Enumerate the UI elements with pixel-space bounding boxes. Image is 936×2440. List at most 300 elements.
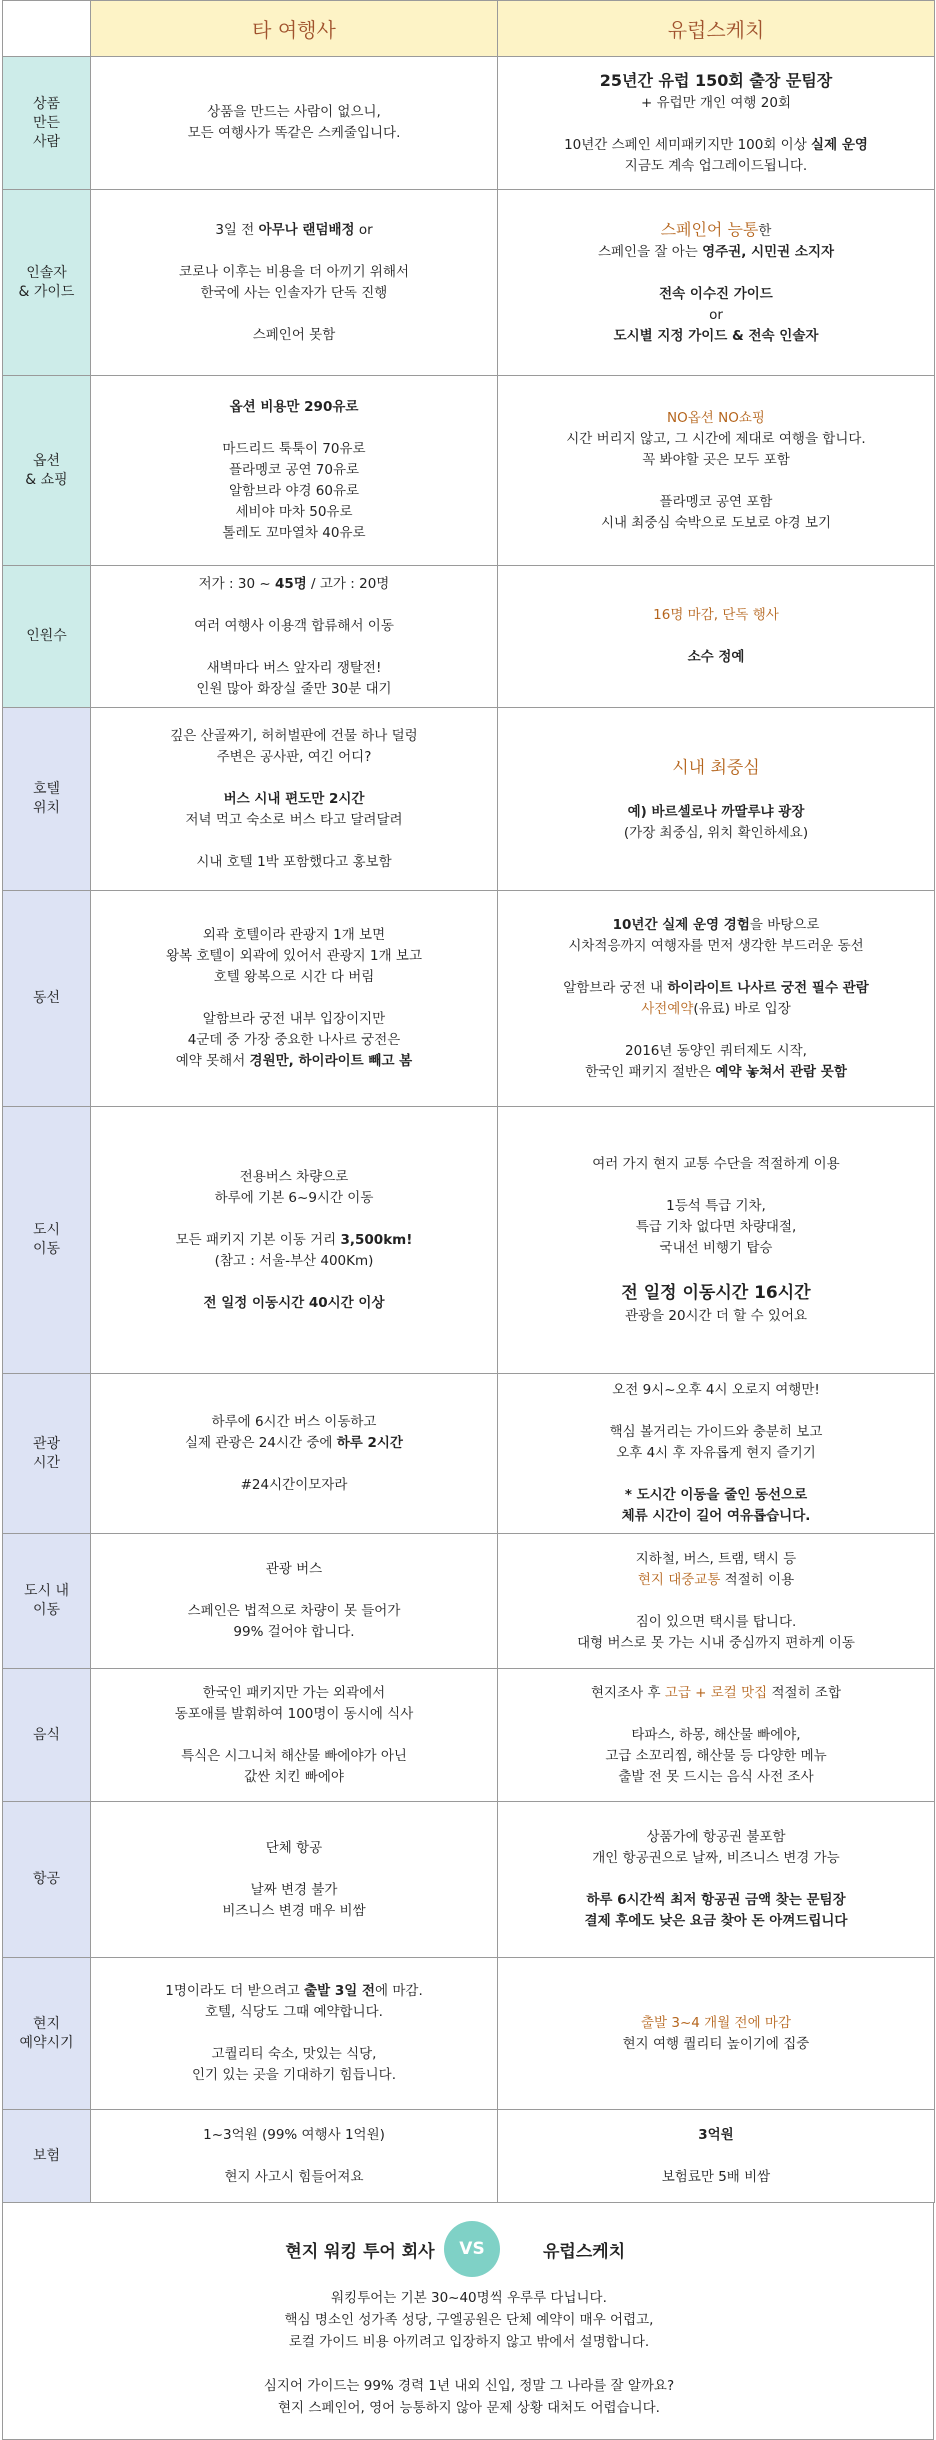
text-line xyxy=(103,1412,485,1433)
text-segment: 1명이라도 더 받으려고 xyxy=(165,1983,305,1999)
text-line xyxy=(103,262,485,283)
text-line xyxy=(103,1683,485,1704)
text-line xyxy=(103,481,485,502)
text-line xyxy=(510,978,922,999)
text-segment: 경원만, 하이라이트 빼고 봄 xyxy=(249,1053,413,1069)
other-agency-cell xyxy=(91,190,498,376)
text-line xyxy=(510,1464,922,1485)
row-label xyxy=(3,2110,91,2203)
text-segment: 상품을 만드는 사람이 없으니, xyxy=(207,104,381,120)
text-line xyxy=(510,781,922,802)
text-line xyxy=(510,1869,922,1890)
row-label-line: & 쇼핑 xyxy=(25,471,68,488)
text-segment: * 도시간 이동을 줄인 동선으로 xyxy=(624,1487,808,1503)
table-row xyxy=(3,190,935,376)
text-segment: 저녁 먹고 숙소로 버스 타고 달려달려 xyxy=(185,811,403,828)
text-segment: (가장 최중심, 위치 확인하세요) xyxy=(623,824,809,841)
text-segment: / 고가 : 20명 xyxy=(306,575,390,592)
text-line xyxy=(103,241,485,262)
row-label xyxy=(3,190,91,376)
text-line xyxy=(510,802,922,823)
other-agency-cell xyxy=(91,376,498,566)
europe-sketch-cell xyxy=(498,566,935,708)
vs-left-label: 현지 워킹 투어 회사 xyxy=(285,2242,435,2262)
text-line xyxy=(103,502,485,523)
text-line xyxy=(510,1591,922,1612)
text-segment: #24시간이모자라 xyxy=(240,1476,348,1493)
row-label xyxy=(3,1669,91,1802)
row-label-line: 인원수 xyxy=(26,628,67,644)
text-line xyxy=(510,605,922,626)
row-label xyxy=(3,566,91,708)
text-segment: 마드리드 툭툭이 70유로 xyxy=(222,441,366,457)
text-line xyxy=(510,2125,922,2146)
footer-line: 현지 스페인어, 영어 능통하지 않아 문제 상황 대처도 어렵습니다. xyxy=(278,2400,660,2416)
text-segment: 2016년 동양인 쿼터제도 시작, xyxy=(625,1042,807,1059)
header-other-agency: 타 여행사 xyxy=(91,1,498,57)
text-line xyxy=(510,326,922,347)
text-segment: 국내선 비행기 탑승 xyxy=(659,1239,773,1256)
text-segment: 실제 관광은 24시간 중에 xyxy=(185,1434,337,1451)
text-line xyxy=(103,747,485,768)
text-segment: 핵심 볼거리는 가이드와 충분히 보고 xyxy=(609,1424,823,1440)
text-line xyxy=(510,450,922,471)
text-line xyxy=(103,1030,485,1051)
text-line xyxy=(103,946,485,967)
text-segment: 옵션 비용만 290유로 xyxy=(229,399,359,415)
text-line xyxy=(510,1259,922,1280)
text-segment: 스페인어 능통 xyxy=(660,220,759,239)
text-line xyxy=(510,218,922,242)
text-segment: 보험료만 5배 비쌈 xyxy=(661,2168,771,2185)
text-line xyxy=(103,123,485,144)
text-segment: 10년간 스페인 세미패키지만 100회 이상 xyxy=(564,137,812,153)
text-segment: 시간 버리지 않고, 그 시간에 제대로 여행을 합니다. xyxy=(566,430,866,447)
table-row xyxy=(3,1374,935,1534)
text-segment: 한 xyxy=(758,223,772,239)
text-line xyxy=(103,220,485,241)
text-segment: 현지조사 후 xyxy=(590,1684,665,1701)
row-label-line: 도시 xyxy=(32,1222,61,1238)
text-segment: 현지 여행 퀄리티 높이기에 집중 xyxy=(622,2035,810,2052)
text-segment: 한국에 사는 인솔자가 단독 진행 xyxy=(200,284,388,301)
text-line xyxy=(103,418,485,439)
text-line xyxy=(103,658,485,679)
text-segment: 적절히 이용 xyxy=(720,1571,795,1588)
text-line xyxy=(510,823,922,844)
text-line xyxy=(103,988,485,1009)
table-row xyxy=(3,1802,935,1958)
text-line xyxy=(103,2146,485,2167)
text-segment: 동포애를 발휘하여 100명이 동시에 식사 xyxy=(174,1705,414,1722)
text-segment: 예약 놓쳐서 관람 못함 xyxy=(715,1063,847,1080)
footer-comparison xyxy=(2,2203,934,2440)
text-line xyxy=(103,1167,485,1188)
text-segment: 한국인 패키지 절반은 xyxy=(585,1063,716,1080)
other-agency-cell xyxy=(91,1107,498,1374)
vs-row xyxy=(3,2221,935,2277)
row-label xyxy=(3,1958,91,2110)
text-segment: 시내 최중심 xyxy=(672,757,760,778)
text-segment: 출발 3일 전 xyxy=(304,1983,376,1999)
text-segment: 단체 항공 xyxy=(265,1839,323,1856)
text-segment: or xyxy=(709,307,723,323)
footer-description xyxy=(3,2287,935,2419)
text-segment: 호텔, 식당도 그때 예약합니다. xyxy=(205,2004,383,2020)
text-segment: 버스 시내 편도만 2시간 xyxy=(223,790,365,807)
table-row xyxy=(3,891,935,1107)
other-agency-cell xyxy=(91,708,498,891)
text-line xyxy=(510,1848,922,1869)
text-line xyxy=(103,726,485,747)
text-line xyxy=(103,1601,485,1622)
text-segment: 관광을 20시간 더 할 수 있어요 xyxy=(624,1307,808,1324)
text-line xyxy=(103,102,485,123)
text-line xyxy=(510,626,922,647)
text-segment: NO옵션 NO쇼핑 xyxy=(667,409,765,426)
table-header-row xyxy=(3,1,935,57)
text-line xyxy=(103,1622,485,1643)
row-label xyxy=(3,1107,91,1374)
row-label-line: 예약시기 xyxy=(19,2034,74,2051)
text-line xyxy=(103,1293,485,1314)
text-segment: 톨레도 꼬마열차 40유로 xyxy=(222,525,366,541)
text-line xyxy=(103,2125,485,2146)
text-segment: 시차적응까지 여행자를 먼저 생각한 부드러운 동선 xyxy=(568,937,864,954)
text-segment: 지하철, 버스, 트램, 택시 등 xyxy=(635,1550,797,1567)
text-line xyxy=(510,1570,922,1591)
text-line xyxy=(103,789,485,810)
text-line xyxy=(103,1230,485,1251)
text-line xyxy=(510,1020,922,1041)
row-label-line: & 가이드 xyxy=(18,283,75,300)
vs-right-label: 유럽스케치 xyxy=(543,2242,626,2262)
text-segment: 하이라이트 나사르 궁전 필수 관람 xyxy=(667,979,869,996)
europe-sketch-cell xyxy=(498,1534,935,1669)
row-label-line: 인솔자 xyxy=(26,264,67,281)
row-label-line: 위치 xyxy=(32,800,61,816)
row-label xyxy=(3,57,91,190)
footer-line: 로컬 가이드 비용 아끼려고 입장하지 않고 밖에서 설명합니다. xyxy=(288,2334,650,2350)
text-segment: 영주권, 시민권 소지자 xyxy=(702,244,835,260)
text-line xyxy=(103,616,485,637)
text-segment: 하루에 6시간 버스 이동하고 xyxy=(211,1413,377,1430)
row-label-line: 시간 xyxy=(32,1454,61,1471)
text-line xyxy=(510,1422,922,1443)
row-label xyxy=(3,708,91,891)
text-segment: 왕복 호텔이 외곽에 있어서 관광지 1개 보고 xyxy=(165,948,423,964)
text-segment: 여러 여행사 이용객 합류해서 이동 xyxy=(194,617,394,634)
text-segment: 아무나 랜덤배정 xyxy=(258,221,355,238)
text-segment: 3일 전 xyxy=(215,221,259,238)
text-line xyxy=(103,1725,485,1746)
text-line xyxy=(103,1475,485,1496)
row-label-line: 현지 xyxy=(32,2015,61,2032)
text-segment: 알함브라 궁전 내부 입장이지만 xyxy=(202,1011,386,1027)
text-segment: 코로나 이후는 비용을 더 아끼기 위해서 xyxy=(178,263,410,280)
text-segment: 날짜 변경 불가 xyxy=(250,1881,338,1898)
text-line xyxy=(103,810,485,831)
text-line xyxy=(103,1051,485,1072)
text-segment: 시내 최중심 숙박으로 도보로 야경 보기 xyxy=(600,514,832,531)
row-label-line: 옵션 xyxy=(32,452,61,469)
text-line xyxy=(510,1217,922,1238)
europe-sketch-cell xyxy=(498,2110,935,2203)
text-line xyxy=(510,305,922,326)
europe-sketch-cell xyxy=(498,57,935,190)
text-segment: 깊은 산골짜기, 허허벌판에 건물 하나 덜렁 xyxy=(170,727,418,744)
text-segment: 4군데 중 가장 중요한 나사르 궁전은 xyxy=(187,1032,401,1048)
row-label xyxy=(3,376,91,566)
row-label-line: 관광 xyxy=(32,1435,61,1452)
text-segment: (참고 : 서울-부산 400Km) xyxy=(214,1252,374,1269)
text-line xyxy=(103,304,485,325)
table-row xyxy=(3,1958,935,2110)
text-segment: 저가 : 30 ~ xyxy=(198,575,275,592)
text-line xyxy=(510,263,922,284)
text-segment: 예) 바르셀로나 까딸루냐 광장 xyxy=(627,803,805,820)
text-line xyxy=(510,2034,922,2055)
text-segment: 고급 소꼬리찜, 해산물 등 다양한 메뉴 xyxy=(605,1747,827,1764)
text-line xyxy=(510,2146,922,2167)
text-line xyxy=(103,925,485,946)
table-row xyxy=(3,376,935,566)
europe-sketch-cell xyxy=(498,1669,935,1802)
text-segment: 대형 버스로 못 가는 시내 중심까지 편하게 이동 xyxy=(577,1634,855,1651)
text-segment: 적절히 조합 xyxy=(767,1684,842,1701)
vs-badge: VS xyxy=(444,2221,500,2277)
europe-sketch-cell xyxy=(498,708,935,891)
text-segment: 한국인 패키지만 가는 외곽에서 xyxy=(202,1684,386,1701)
row-label-line: 사람 xyxy=(32,133,61,150)
other-agency-cell xyxy=(91,891,498,1107)
text-segment: (유료) 바로 입장 xyxy=(693,1000,791,1017)
text-segment: 세비야 마차 50유로 xyxy=(235,504,353,520)
text-segment: 주변은 공사판, 여긴 어디? xyxy=(216,748,372,765)
text-segment: 3,500km! xyxy=(340,1231,413,1248)
row-label-line: 음식 xyxy=(32,1726,61,1743)
row-label-line: 이동 xyxy=(32,1241,61,1257)
text-line xyxy=(510,513,922,534)
text-line xyxy=(103,1209,485,1230)
text-segment: 예약 못해서 xyxy=(175,1053,250,1069)
text-segment: 값싼 치킨 빠에야 xyxy=(244,1768,344,1785)
text-line xyxy=(103,768,485,789)
text-segment: 여러 가지 현지 교통 수단을 적절하게 이용 xyxy=(592,1155,840,1172)
text-line xyxy=(103,1746,485,1767)
text-segment: 시내 호텔 1박 포함했다고 홍보함 xyxy=(196,853,392,870)
text-segment: 꼭 봐야할 곳은 모두 포함 xyxy=(642,451,790,468)
text-line xyxy=(510,242,922,263)
text-line xyxy=(510,1401,922,1422)
text-line xyxy=(510,93,922,114)
text-line xyxy=(510,647,922,668)
text-segment: 하루에 기본 6~9시간 이동 xyxy=(214,1189,374,1206)
text-line xyxy=(510,1767,922,1788)
text-segment: 인기 있는 곳을 기대하기 힘듭니다. xyxy=(191,2067,397,2083)
text-segment: 짐이 있으면 택시를 탑니다. xyxy=(635,1613,797,1630)
text-line xyxy=(103,1981,485,2002)
text-segment: 스페인은 법적으로 차량이 못 들어가 xyxy=(187,1603,401,1619)
text-segment: 플라멩코 공연 포함 xyxy=(659,493,773,510)
text-line xyxy=(510,1506,922,1527)
table-row xyxy=(3,2110,935,2203)
text-segment: 현지 대중교통 xyxy=(637,1571,721,1588)
text-segment: 도시별 지정 가이드 & 전속 인솔자 xyxy=(613,328,819,344)
row-label xyxy=(3,1802,91,1958)
text-line xyxy=(510,2013,922,2034)
text-line xyxy=(510,1041,922,1062)
text-segment: 전속 이수진 가이드 xyxy=(659,286,773,302)
text-line xyxy=(510,999,922,1020)
text-segment: 상품가에 항공권 불포함 xyxy=(646,1829,786,1845)
text-line xyxy=(103,637,485,658)
text-line xyxy=(103,325,485,346)
text-line xyxy=(103,1009,485,1030)
text-segment: 전용버스 차량으로 xyxy=(239,1168,349,1185)
text-line xyxy=(510,471,922,492)
text-line xyxy=(103,1901,485,1922)
table-row xyxy=(3,566,935,708)
text-line xyxy=(510,1725,922,1746)
text-line xyxy=(510,408,922,429)
text-segment: 스페인을 잘 아는 xyxy=(597,244,703,260)
europe-sketch-cell xyxy=(498,891,935,1107)
text-segment: 고퀄리티 숙소, 맛있는 식당, xyxy=(211,2046,377,2062)
text-line xyxy=(103,1251,485,1272)
other-agency-cell xyxy=(91,1802,498,1958)
other-agency-cell xyxy=(91,1958,498,2110)
text-segment: 전 일정 이동시간 40시간 이상 xyxy=(203,1294,385,1311)
text-segment: 알함브라 야경 60유로 xyxy=(228,483,360,499)
text-segment: 관광 버스 xyxy=(265,1561,323,1577)
text-segment: 외곽 호텔이라 관광지 1개 보면 xyxy=(202,927,386,943)
text-segment: 모든 패키지 기본 이동 거리 xyxy=(175,1231,341,1248)
table-row xyxy=(3,1107,935,1374)
text-line xyxy=(510,1306,922,1327)
text-segment: 특급 기차 없다면 차량대절, xyxy=(635,1218,797,1235)
text-segment: 호텔 왕복으로 시간 다 버림 xyxy=(213,969,375,985)
row-label-line: 만든 xyxy=(32,114,61,131)
other-agency-cell xyxy=(91,1669,498,1802)
text-segment: 지금도 계속 업그레이드됩니다. xyxy=(624,158,808,174)
text-segment: or xyxy=(354,221,373,238)
text-line xyxy=(103,852,485,873)
text-line xyxy=(510,915,922,936)
text-segment: 타파스, 하몽, 해산물 빠에야, xyxy=(631,1726,801,1743)
europe-sketch-cell xyxy=(498,1958,935,2110)
text-line xyxy=(510,1154,922,1175)
text-line xyxy=(510,1443,922,1464)
comparison-page xyxy=(2,0,934,2440)
text-line xyxy=(510,936,922,957)
europe-sketch-cell xyxy=(498,1802,935,1958)
text-line xyxy=(103,595,485,616)
text-line xyxy=(510,1175,922,1196)
row-label-line: 이동 xyxy=(32,1602,61,1618)
text-segment: 알함브라 궁전 내 xyxy=(563,979,668,996)
comparison-table xyxy=(2,0,935,2203)
text-segment: 현지 사고시 힘들어져요 xyxy=(224,2168,364,2185)
row-label-line: 호텔 xyxy=(32,781,61,797)
text-line xyxy=(103,1704,485,1725)
text-line xyxy=(103,523,485,544)
text-line xyxy=(103,2044,485,2065)
text-segment: 1등석 특급 기차, xyxy=(666,1197,766,1214)
text-line xyxy=(103,1859,485,1880)
text-segment: 체류 시간이 길어 여유롭습니다. xyxy=(621,1508,811,1524)
text-segment: 하루 2시간 xyxy=(336,1434,403,1451)
text-line xyxy=(510,2167,922,2188)
text-line xyxy=(103,1433,485,1454)
text-line xyxy=(510,1633,922,1654)
text-line xyxy=(103,439,485,460)
text-line xyxy=(510,1612,922,1633)
text-segment: 25년간 유럽 150회 출장 문팀장 xyxy=(599,71,833,90)
other-agency-cell xyxy=(91,1534,498,1669)
text-line xyxy=(103,397,485,418)
text-segment: 특식은 시그니처 해산물 빠에야가 아닌 xyxy=(181,1747,407,1764)
table-row xyxy=(3,57,935,190)
text-line xyxy=(103,967,485,988)
text-line xyxy=(103,1767,485,1788)
other-agency-cell xyxy=(91,1374,498,1534)
header-europe-sketch: 유럽스케치 xyxy=(498,1,935,57)
text-line xyxy=(510,1280,922,1306)
text-segment: 스페인어 못함 xyxy=(252,326,336,343)
text-segment: 45명 xyxy=(274,575,307,592)
text-segment: 하루 6시간씩 최저 항공권 금액 찾는 문팀장 xyxy=(586,1892,846,1908)
text-segment: 에 마감. xyxy=(375,1983,423,1999)
text-segment: 모든 여행사가 똑같은 스케줄입니다. xyxy=(187,125,401,141)
row-label-line: 상품 xyxy=(32,95,61,112)
text-segment: 3억원 xyxy=(698,2126,734,2143)
row-label-line: 보험 xyxy=(32,2147,61,2164)
text-segment: 99% 걸어야 합니다. xyxy=(233,1624,355,1640)
row-label xyxy=(3,1534,91,1669)
text-line xyxy=(510,1062,922,1083)
text-segment: 소수 정예 xyxy=(687,649,745,665)
text-line xyxy=(103,2167,485,2188)
text-line xyxy=(510,1890,922,1911)
text-segment: 실제 운영 xyxy=(811,137,868,153)
text-line xyxy=(510,69,922,93)
text-line xyxy=(510,1911,922,1932)
europe-sketch-cell xyxy=(498,190,935,376)
row-label-line: 도시 내 xyxy=(23,1583,70,1599)
other-agency-cell xyxy=(91,2110,498,2203)
table-row xyxy=(3,1534,935,1669)
row-label xyxy=(3,891,91,1107)
text-line xyxy=(510,1704,922,1725)
text-segment: 10년간 실제 운영 경험 xyxy=(612,916,750,933)
text-line xyxy=(103,1272,485,1293)
text-segment: 새벽마다 버스 앞자리 쟁탈전! xyxy=(206,659,382,676)
row-label-line: 동선 xyxy=(32,990,61,1006)
text-line xyxy=(510,755,922,781)
text-line xyxy=(510,1549,922,1570)
text-line xyxy=(510,492,922,513)
text-line xyxy=(103,831,485,852)
text-line xyxy=(103,679,485,700)
text-segment: 고급 + 로컬 맛집 xyxy=(664,1684,768,1701)
text-segment: 인원 많아 화장실 줄만 30분 대기 xyxy=(196,680,392,697)
table-row xyxy=(3,708,935,891)
text-segment: + 유럽만 개인 여행 20회 xyxy=(641,95,791,111)
text-line xyxy=(510,1485,922,1506)
text-line xyxy=(103,460,485,481)
europe-sketch-cell xyxy=(498,376,935,566)
